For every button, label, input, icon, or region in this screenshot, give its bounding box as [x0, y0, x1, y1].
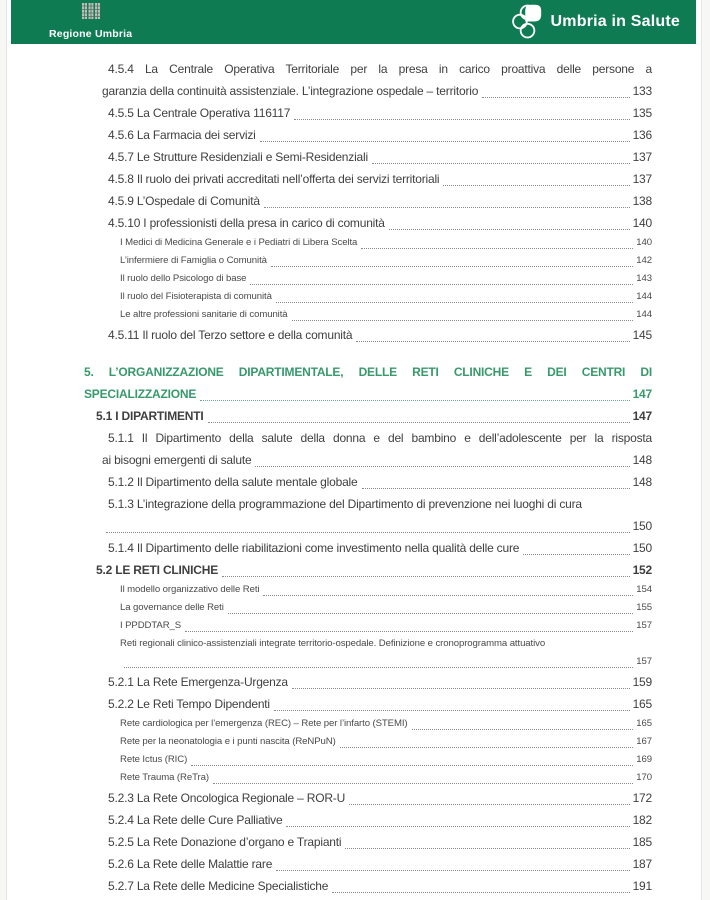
dot-leader: [292, 688, 630, 689]
page-number: 145: [632, 328, 652, 342]
toc-entry-text: Le altre professioni sanitarie di comunità: [120, 309, 288, 320]
page-number: 140: [632, 216, 652, 230]
toc-row: [84, 671, 652, 693]
dot-leader: [263, 595, 633, 596]
dot-leader: [250, 284, 633, 285]
toc-entry-text: 5.2.2 Le Reti Tempo Dipendenti: [108, 697, 270, 711]
page-number: 137: [632, 172, 652, 186]
page-number: 144: [636, 309, 652, 320]
toc-entry-text: Il ruolo dello Psicologo di base: [120, 273, 247, 284]
dot-leader: [255, 466, 629, 467]
dot-leader: [260, 141, 630, 142]
toc-row: [84, 383, 652, 405]
dot-leader: [523, 554, 629, 555]
toc-row: [84, 537, 652, 559]
toc-entry-text: L’infermiere di Famiglia o Comunità: [120, 255, 267, 266]
toc-row: [84, 617, 652, 635]
dot-leader: [222, 576, 630, 577]
dot-leader: [362, 488, 630, 489]
regione-umbria-logo: [49, 3, 132, 40]
toc-entry-text: Rete Trauma (ReTra): [120, 772, 209, 783]
page-number: 142: [636, 255, 652, 266]
dot-leader: [106, 532, 630, 533]
toc-entry-text: ai bisogni emergenti di salute: [102, 453, 252, 467]
page-number: 148: [632, 453, 652, 467]
dot-leader: [349, 804, 630, 805]
dot-leader: [294, 119, 629, 120]
toc-row: [84, 124, 652, 146]
umbria-in-salute-logo: [510, 1, 680, 44]
dot-leader: [274, 710, 630, 711]
toc-row: [84, 581, 652, 599]
dot-leader: [332, 892, 629, 893]
toc-row: [84, 361, 652, 383]
page-number: 148: [632, 475, 652, 489]
toc-row: [84, 751, 652, 769]
toc-row: [84, 875, 652, 897]
toc-row: [84, 599, 652, 617]
toc-row: [84, 288, 652, 306]
toc-entry-text: 4.5.8 Il ruolo dei privati accreditati nell’offerta dei servizi territoriali: [108, 172, 440, 186]
toc-row: [84, 715, 652, 733]
page-number: 157: [636, 620, 652, 631]
dot-leader: [276, 870, 629, 871]
toc: [0, 44, 710, 897]
dot-leader: [389, 229, 630, 230]
page-number: 135: [632, 106, 652, 120]
dot-leader: [228, 613, 634, 614]
toc-row: [84, 853, 652, 875]
toc-entry-text: Rete cardiologica per l’emergenza (REC) – Rete per l’infarto (STEMI): [120, 718, 408, 729]
page-number: 140: [636, 237, 652, 248]
toc-entry-text: 4.5.10 I professionisti della presa in carico di comunità: [108, 216, 385, 230]
toc-entry-text: Rete per la neonatologia e i punti nascita (ReNPuN): [120, 736, 336, 747]
toc-row: [84, 306, 652, 324]
dot-leader: [271, 266, 633, 267]
dot-leader: [208, 422, 630, 423]
dot-leader: [264, 207, 630, 208]
page-number: 172: [632, 791, 652, 805]
page-number: 165: [636, 718, 652, 729]
toc-row: [84, 427, 652, 449]
toc-row: [84, 252, 652, 270]
toc-entry-text: Rete Ictus (RIC): [120, 754, 188, 765]
toc-entry-text: 5.2.1 La Rete Emergenza-Urgenza: [108, 675, 288, 689]
toc-row: [84, 787, 652, 809]
dot-leader: [286, 826, 629, 827]
toc-entry-text: 5.1.3 L’integrazione della programmazione del Dipartimento di prevenzione nei luoghi di cura: [108, 497, 582, 511]
toc-row: [84, 190, 652, 212]
toc-entry-text: 4.5.4 La Centrale Operativa Territoriale per la presa in carico proattiva delle persone a: [108, 62, 652, 76]
toc-entry-text: 5.1.1 Il Dipartimento della salute della donna e del bambino e dell’adolescente per la risposta: [108, 431, 652, 445]
dot-leader: [482, 97, 629, 98]
page-number: 154: [636, 584, 652, 595]
toc-entry-text: 5. L’ORGANIZZAZIONE DIPARTIMENTALE, DELLE RETI CLINICHE E DEI CENTRI DI: [84, 365, 652, 379]
toc-row: [84, 212, 652, 234]
page-number: 157: [636, 656, 652, 667]
regione-umbria-label: Regione Umbria: [49, 27, 133, 40]
page-number: 133: [632, 84, 652, 98]
toc-row: [84, 515, 652, 537]
page-number: 150: [632, 519, 652, 533]
toc-row: [84, 559, 652, 581]
dot-leader: [361, 248, 633, 249]
toc-entry-text: 5.1 I DIPARTIMENTI: [96, 409, 204, 423]
toc-row: [84, 405, 652, 427]
page-number: 159: [632, 675, 652, 689]
page-number: 147: [632, 387, 652, 401]
toc-entry-text: 5.2.5 La Rete Donazione d’organo e Trapianti: [108, 835, 342, 849]
toc-row: [84, 809, 652, 831]
dot-leader: [443, 185, 629, 186]
toc-entry-text: garanzia della continuità assistenziale. L’integrazione ospedale – territorio: [102, 84, 479, 98]
toc-entry-text: 4.5.5 La Centrale Operativa 116117: [108, 106, 291, 120]
toc-entry-text: I Medici di Medicina Generale e i Pediatri di Libera Scelta: [120, 237, 358, 248]
dot-leader: [124, 667, 633, 668]
page-number: 185: [632, 835, 652, 849]
page-number: 169: [636, 754, 652, 765]
dot-leader: [185, 631, 633, 632]
header-band: [11, 0, 696, 44]
dot-leader: [191, 765, 633, 766]
page-number: 136: [632, 128, 652, 142]
page-number: 137: [632, 150, 652, 164]
regione-umbria-emblem-icon: [81, 3, 101, 26]
toc-entry-text: Il ruolo del Fisioterapista di comunità: [120, 291, 272, 302]
toc-entry-text: 5.1.2 Il Dipartimento della salute mentale globale: [108, 475, 358, 489]
toc-row: [84, 234, 652, 252]
toc-row: [84, 733, 652, 751]
dot-leader: [213, 783, 633, 784]
toc-row: [84, 146, 652, 168]
page-number: 150: [632, 541, 652, 555]
toc-row: [84, 653, 652, 671]
toc-entry-text: 4.5.7 Le Strutture Residenziali e Semi-Residenziali: [108, 150, 368, 164]
page-number: 165: [632, 697, 652, 711]
toc-row: [84, 635, 652, 653]
dot-leader: [372, 163, 630, 164]
dot-leader: [345, 848, 629, 849]
toc-entry-text: SPECIALIZZAZIONE: [84, 387, 197, 401]
page-number: 167: [636, 736, 652, 747]
page-number: 170: [636, 772, 652, 783]
dot-leader: [412, 729, 634, 730]
toc-row: [84, 493, 652, 515]
page-number: 143: [636, 273, 652, 284]
dot-leader: [200, 400, 629, 401]
toc-row: [84, 831, 652, 853]
umbria-in-salute-cross-icon: [510, 1, 542, 44]
toc-row: [84, 769, 652, 787]
page-number: 138: [632, 194, 652, 208]
toc-row: [84, 270, 652, 288]
toc-entry-text: 5.2.3 La Rete Oncologica Regionale – ROR-U: [108, 791, 346, 805]
toc-entry-text: 4.5.11 Il ruolo del Terzo settore e della comunità: [108, 328, 353, 342]
dot-leader: [340, 747, 634, 748]
toc-row: [84, 471, 652, 493]
page-number: 191: [632, 879, 652, 893]
toc-row: [84, 58, 652, 80]
toc-entry-text: 4.5.6 La Farmacia dei servizi: [108, 128, 256, 142]
umbria-in-salute-label: Umbria in Salute: [550, 13, 680, 30]
page-number: 147: [632, 409, 652, 423]
toc-row: [84, 693, 652, 715]
toc-entry-text: I PPDDTAR_S: [120, 620, 182, 631]
toc-entry-text: 5.2.6 La Rete delle Malattie rare: [108, 857, 273, 871]
dot-leader: [292, 320, 634, 321]
toc-row: [84, 168, 652, 190]
page-number: 187: [632, 857, 652, 871]
toc-entry-text: 5.2 LE RETI CLINICHE: [96, 563, 219, 577]
toc-entry-text: La governance delle Reti: [120, 602, 224, 613]
toc-entry-text: Il modello organizzativo delle Reti: [120, 584, 260, 595]
dot-leader: [276, 302, 633, 303]
page-number: 144: [636, 291, 652, 302]
page-number: 155: [636, 602, 652, 613]
toc-entry-text: Reti regionali clinico-assistenziali integrate territorio-ospedale. Definizione e cronoprogramma attuativo: [120, 638, 546, 649]
toc-row: [84, 324, 652, 346]
toc-entry-text: 5.2.4 La Rete delle Cure Palliative: [108, 813, 283, 827]
page-number: 182: [632, 813, 652, 827]
toc-row: [84, 80, 652, 102]
toc-row: [84, 449, 652, 471]
toc-row: [84, 102, 652, 124]
page-number: 152: [632, 563, 652, 577]
toc-entry-text: 4.5.9 L’Ospedale di Comunità: [108, 194, 260, 208]
toc-entry-text: 5.1.4 Il Dipartimento delle riabilitazioni come investimento nella qualità delle cure: [108, 541, 520, 555]
toc-entry-text: 5.2.7 La Rete delle Medicine Specialistiche: [108, 879, 329, 893]
dot-leader: [356, 341, 629, 342]
